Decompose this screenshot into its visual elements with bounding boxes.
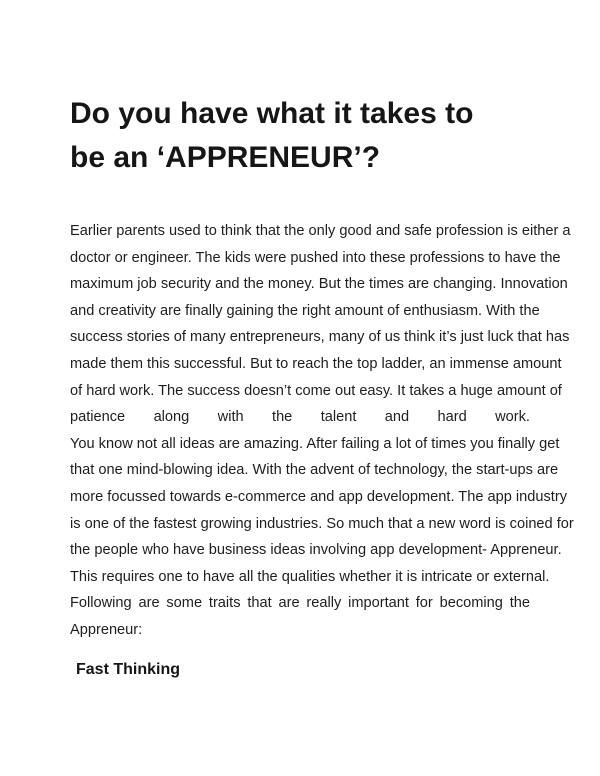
- body-paragraph: [70, 218, 574, 644]
- document-title: [70, 92, 540, 180]
- paragraph-line: This requires one to have all the qualities whether it is intricate or external.: [70, 568, 550, 585]
- paragraph-line: more focussed towards e-commerce and app development. The app industry: [70, 488, 567, 505]
- title-line-2: be an ‘APPRENEUR’?: [70, 141, 381, 174]
- paragraph-line: You know not all ideas are amazing. After failing a lot of times you finally get: [70, 435, 560, 452]
- paragraph-line: the people who have business ideas involving app development- Appreneur.: [70, 542, 562, 559]
- paragraph-line: Following are some traits that are really important for becoming the: [70, 595, 530, 612]
- paragraph-line: success stories of many entrepreneurs, many of us think it’s just luck that has: [70, 329, 570, 346]
- paragraph-line: that one mind-blowing idea. With the advent of technology, the start-ups are: [70, 462, 559, 479]
- paragraph-line: made them this successful. But to reach the top ladder, an immense amount: [70, 355, 562, 372]
- title-line-1: Do you have what it takes to: [70, 97, 474, 130]
- paragraph-line: patience along with the talent and hard work.: [70, 409, 530, 426]
- paragraph-line: and creativity are finally gaining the right amount of enthusiasm. With the: [70, 302, 540, 319]
- section-heading: Fast Thinking: [76, 661, 180, 678]
- paragraph-line: doctor or engineer. The kids were pushed into these professions to have the: [70, 249, 561, 266]
- paragraph-line: of hard work. The success doesn’t come out easy. It takes a huge amount of: [70, 382, 562, 399]
- paragraph-line: Appreneur:: [70, 621, 143, 638]
- paragraph-line: maximum job security and the money. But the times are changing. Innovation: [70, 276, 568, 293]
- paragraph-line: is one of the fastest growing industries. So much that a new word is coined for: [70, 515, 574, 532]
- paragraph-line: Earlier parents used to think that the only good and safe profession is either a: [70, 223, 571, 239]
